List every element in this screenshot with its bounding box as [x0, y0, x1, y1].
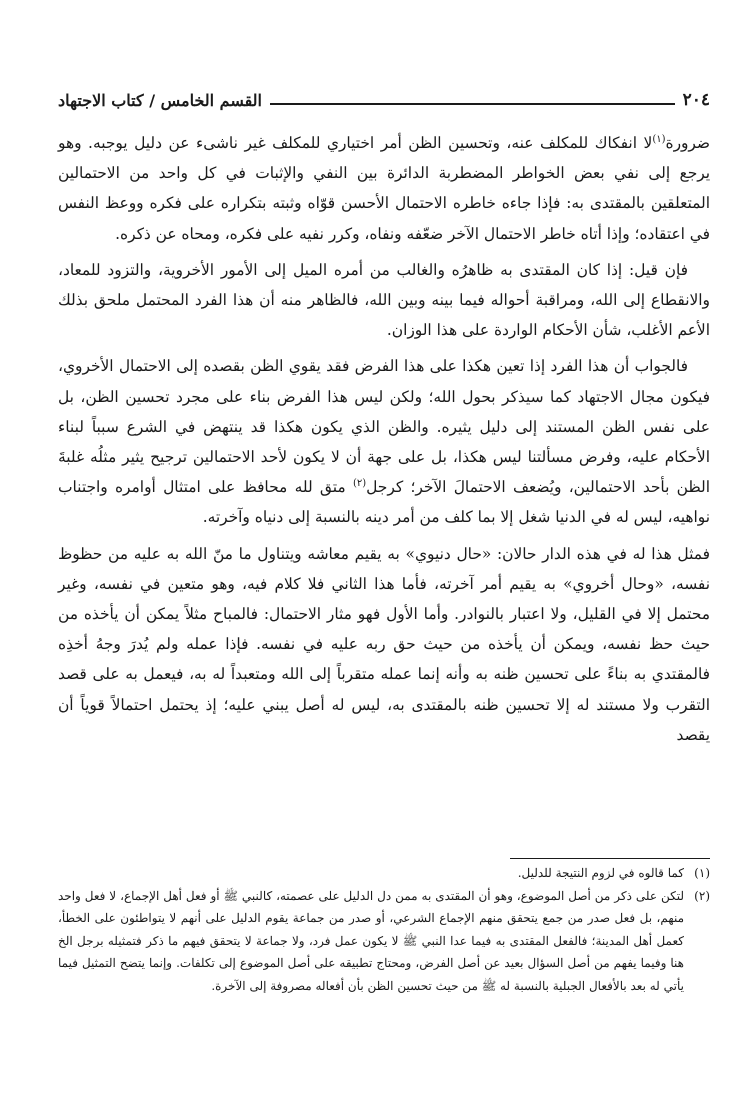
footnote-2-number: (٢) [694, 888, 710, 903]
footnote-ref-1: (١) [652, 133, 666, 145]
page-number: ٢٠٤ [682, 90, 710, 110]
footnote-separator [510, 858, 710, 859]
paragraph-3-start: فالجواب أن هذا الفرد إذا تعين هكذا على هذا الفرض فقد يقوي الظن بقصده إلى الاحتمال الأخروي، فيكون مجال الاجتهاد كما سيذكر بحول الله؛ ولكن ليس هذا الفرض بناء على مجرد تحسين الظن، بل على نفس الظن المستند إلى دليل يثيره. والظن الذي يكون هكذا قد ينتهض في الشرع سبباً لبناء الأحكام عليه، وفرض مسألتنا ليس هكذا، بل على جهة أن لا يكون لأحد الاحتمالين ترجيح يثير مثلُه غلبةَ الظن بأحد الاحتمالين، ويُضعف الاحتمالَ الآخر؛ كرجل [58, 357, 710, 497]
footnote-2-text: لتكن على ذكر من أصل الموضوع، وهو أن المقتدى به ممن دل الدليل على عصمته، كالنبي ﷺ أو فعل أهل الإجماع، لا فعل واحد منهم، بل فعل صدر من جمع يتحقق منهم الإجماع الشرعي، أو صدر من جماعة يقوم الدليل على أنهم لا يتواطئون على الخطأ، كعمل أهل المدينة؛ فالفعل المقتدى به فيما عدا النبي ﷺ لا يكون عمل فرد، ولا جماعة لا يتحقق فيهم ما ذكر فتمثيله برجل الخ هنا وفيما يفهم من أصل السؤال بعيد عن أصل الفرض، ومحتاج تطبيقه على أصل الموضوع إلى تكلفات. وإنما يتضح التمثيل فيما يأتي له بعد بالأفعال الجبلية بالنسبة له ﷺ من حيث تحسين الظن بأن أفعاله مصروفة إلى الآخرة. [58, 888, 684, 993]
paragraph-1 [58, 128, 710, 249]
footnote-1 [58, 862, 710, 885]
body-text [58, 128, 710, 756]
footnotes [58, 862, 710, 997]
footnote-1-number: (١) [694, 866, 710, 880]
book-page [58, 84, 710, 1084]
header-rule [270, 103, 675, 105]
running-header [58, 84, 710, 110]
paragraph-2: فإن قيل: إذا كان المقتدى به ظاهرُه والغالب من أمره الميل إلى الأمور الأخروية، والتزود للمعاد، والانقطاع إلى الله، ومراقبة أحواله فيما بينه وبين الله، فالظاهر منه أن هذا الفرد المحتمل ملحق بذلك الأعم الأغلب، شأن الأحكام الواردة على هذا الوزان. [58, 260, 710, 340]
paragraph-1-rest: لا انفكاك للمكلف عنه، وتحسين الظن أمر اختياري للمكلف غير ناشىء عن دليل يوجبه. وهو يرجع إلى نفي بعض الخواطر المضطربة الدائرة بين النفي والإثبات في كل واحد من الاحتمالين المتعلقين بالمقتدى به: فإذا جاءه خاطره الاحتمال الأحسن قوّاه وثبته بتكراره على فكره ووعظ النفس في اعتقاده؛ وإذا أتاه خاطر الاحتمال الآخر ضعّفه ونفاه، وكرر نفيه على فكره، ومحاه عن ذكره. [58, 134, 710, 243]
footnote-1-text: كما قالوه في لزوم النتيجة للدليل. [517, 866, 684, 880]
footnote-2 [58, 885, 710, 998]
paragraph-1-start: ضرورة [665, 134, 710, 152]
paragraph-3-rest: متق لله محافظ على امتثال أوامره واجتناب نواهيه، ليس له في الدنيا شغل إلا بما كلف من أمر دينه بالنسبة إلى دنياه وآخرته. [58, 478, 710, 527]
header-title: القسم الخامس / كتاب الاجتهاد [58, 91, 262, 110]
footnote-ref-2: (٢) [352, 478, 367, 490]
paragraph-3 [58, 351, 710, 532]
paragraph-4: فمثل هذا له في هذه الدار حالان: «حال دنيوي» به يقيم معاشه ويتناول ما منّ الله به عليه من حظوظ نفسه، «وحال أخروي» به يقيم أمر آخرته، فأما هذا الثاني فلا كلام فيه، وهو متعين في نفسه، وغير محتمل إلا في القليل، ولا اعتبار بالنوادر. وأما الأول فهو مثار الاحتمال: فالمباح مثلاً يمكن أن يأخذه من حيث حظ نفسه، ويمكن أن يأخذه من حيث حق ربه عليه في نفسه. فإذا عمله ولم يُدرَ وجهُ أخذِه فالمقتدي به بناءً على تحسين ظنه به وأنه إنما عمله متقرباً إلى الله ومتعبداً له به، فيعمل به على قصد التقرب ولا مستند له إلا تحسين ظنه بالمقتدى به، ليس له أصل يبني عليه؛ إذ يحتمل احتمالاً قوياً أن يقصد [58, 544, 710, 744]
